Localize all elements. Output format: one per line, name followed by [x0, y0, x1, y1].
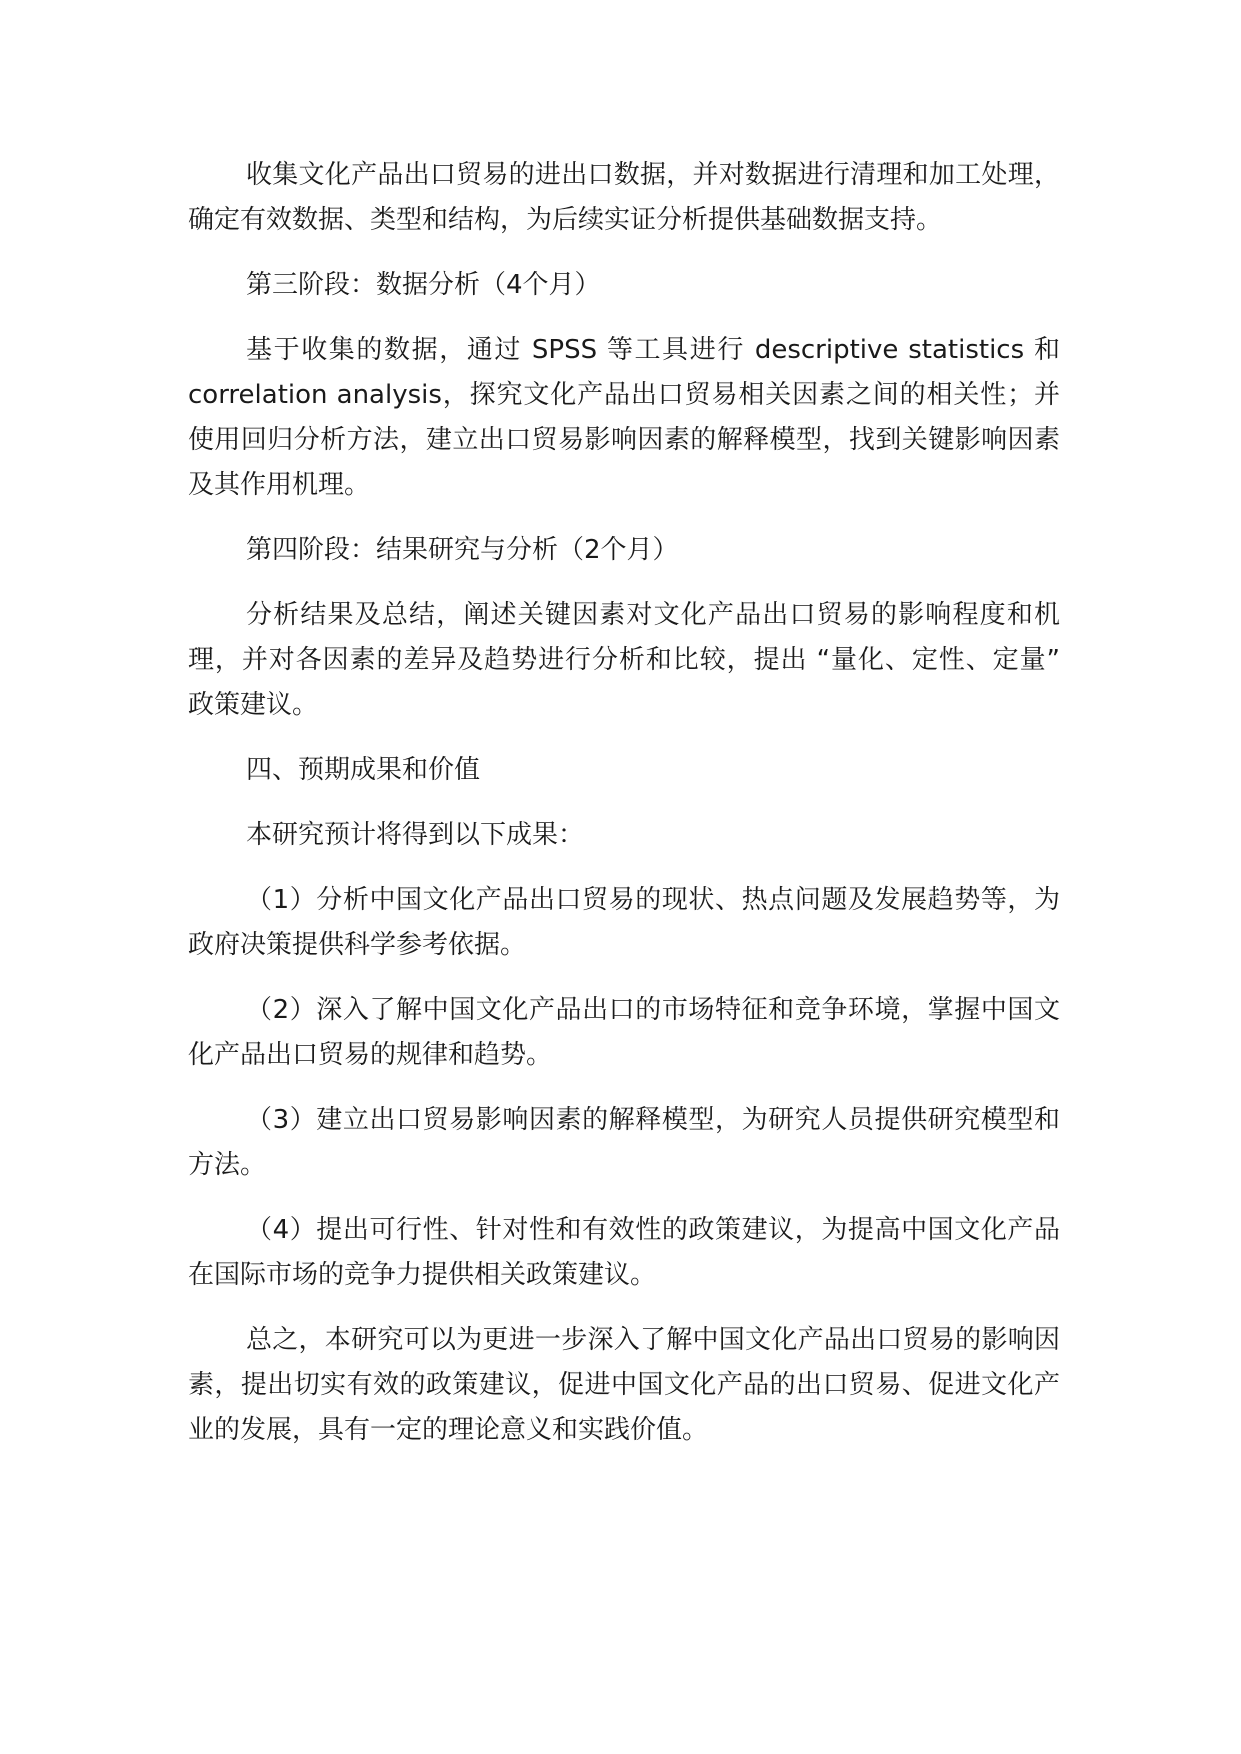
heading-stage-four: 第四阶段：结果研究与分析（2个月）: [246, 535, 679, 565]
paragraph-outcomes-intro: 本研究预计将得到以下成果：: [246, 820, 585, 850]
paragraph-data-collection: 收集文化产品出口贸易的进出口数据，并对数据进行清理和加工处理，确定有效数据、类型和结构，为后续实证分析提供基础数据支持。: [188, 160, 1060, 235]
list-item-outcome-3: （3）建立出口贸易影响因素的解释模型，为研究人员提供研究模型和方法。: [188, 1105, 1060, 1180]
list-item-outcome-4: （4）提出可行性、针对性和有效性的政策建议，为提高中国文化产品在国际市场的竞争力提供相关政策建议。: [188, 1215, 1060, 1290]
document-body: [188, 153, 1060, 1473]
paragraph-results-analysis: 分析结果及总结，阐述关键因素对文化产品出口贸易的影响程度和机理，并对各因素的差异及趋势进行分析和比较，提出 “量化、定性、定量” 政策建议。: [188, 600, 1060, 720]
paragraph-data-analysis: 基于收集的数据，通过 SPSS 等工具进行 descriptive statistics 和 correlation analysis，探究文化产品出口贸易相关因素之间的相关性；并使用回归分析方法，建立出口贸易影响因素的解释模型，找到关键影响因素及其作用机理。: [188, 335, 1060, 500]
list-item-outcome-1: （1）分析中国文化产品出口贸易的现状、热点问题及发展趋势等，为政府决策提供科学参考依据。: [188, 885, 1060, 960]
list-item-outcome-2: （2）深入了解中国文化产品出口的市场特征和竞争环境，掌握中国文化产品出口贸易的规律和趋势。: [188, 995, 1060, 1070]
heading-expected-outcomes: 四、预期成果和价值: [246, 755, 481, 785]
paragraph-conclusion: 总之，本研究可以为更进一步深入了解中国文化产品出口贸易的影响因素，提出切实有效的政策建议，促进中国文化产品的出口贸易、促进文化产业的发展，具有一定的理论意义和实践价值。: [188, 1325, 1060, 1445]
heading-stage-three: 第三阶段：数据分析（4个月）: [246, 270, 601, 300]
